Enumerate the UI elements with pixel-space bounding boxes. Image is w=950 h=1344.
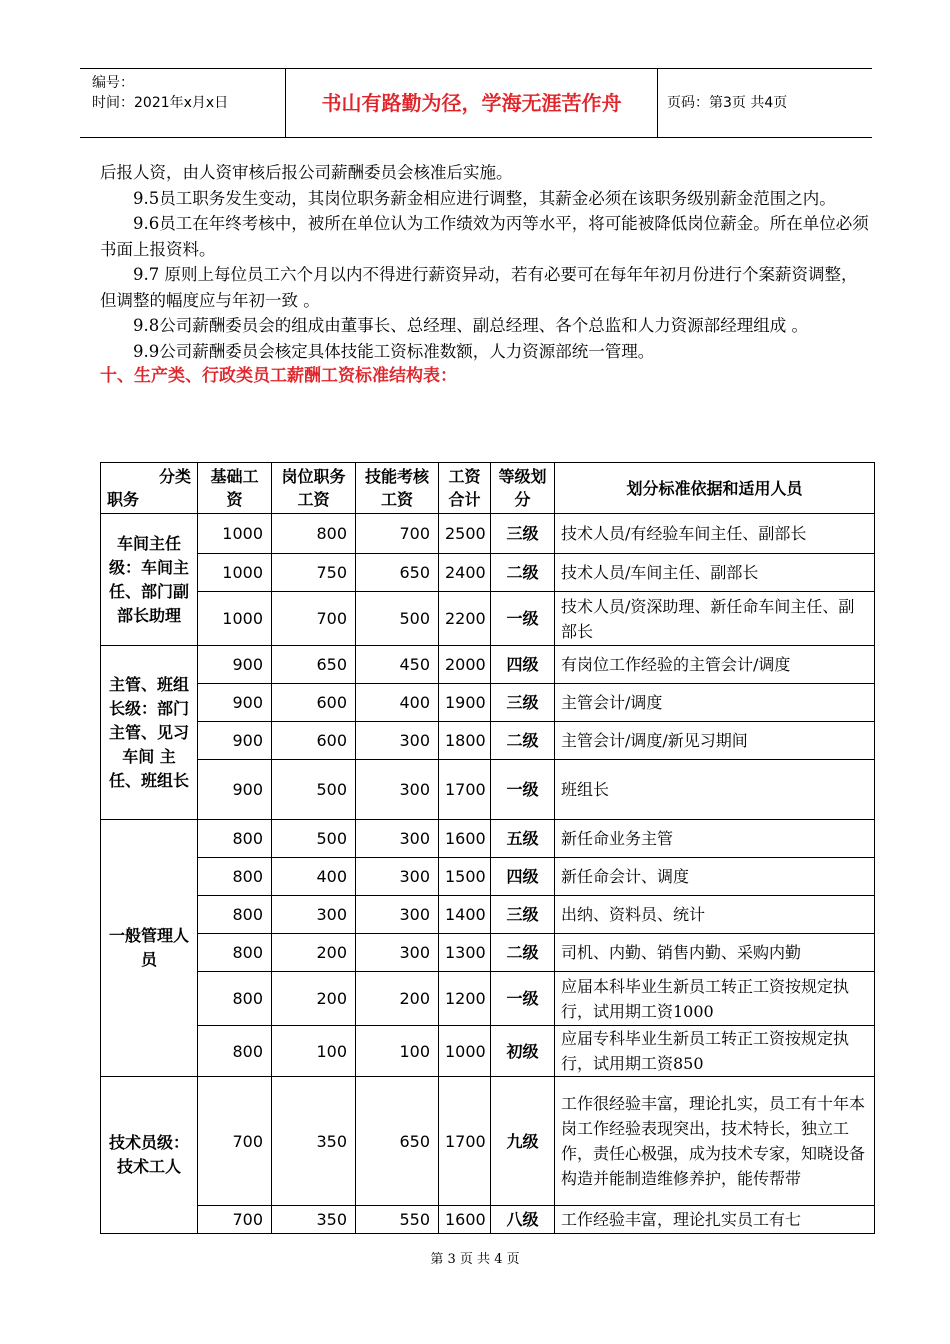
cell-skill: 300 [356,722,439,760]
header-level: 等级划分 [491,463,555,514]
cell-desc: 技术人员/资深助理、新任命车间主任、副部长 [555,592,875,646]
cell-skill: 650 [356,1077,439,1206]
cell-post: 600 [272,684,356,722]
body-text [100,160,870,390]
header-meta [80,69,285,137]
cell-skill: 300 [356,896,439,934]
cell-base: 800 [198,972,272,1026]
table-row [101,934,875,972]
cell-level: 三级 [491,896,555,934]
cell-skill: 200 [356,972,439,1026]
cell-post: 200 [272,934,356,972]
table-row [101,1206,875,1234]
cell-post: 350 [272,1206,356,1234]
cell-level: 三级 [491,514,555,554]
cell-base: 900 [198,760,272,820]
cell-skill: 300 [356,760,439,820]
cell-total: 2200 [439,592,491,646]
cell-skill: 550 [356,1206,439,1234]
cell-post: 500 [272,760,356,820]
cell-base: 800 [198,858,272,896]
cell-total: 1300 [439,934,491,972]
cell-total: 1200 [439,972,491,1026]
cell-level: 二级 [491,554,555,592]
cell-total: 2500 [439,514,491,554]
cell-post: 200 [272,972,356,1026]
cell-desc: 工作经验丰富，理论扎实员工有七 [555,1206,875,1234]
cell-base: 900 [198,684,272,722]
cell-post: 600 [272,722,356,760]
cell-level: 初级 [491,1026,555,1077]
cell-desc: 应届专科毕业生新员工转正工资按规定执行，试用期工资850 [555,1026,875,1077]
header-category: 分类 职务 [101,463,198,514]
header-total: 工资合计 [439,463,491,514]
group-name: 技术员级：技术工人 [101,1077,198,1234]
cell-desc: 工作很经验丰富，理论扎实，员工有十年本岗工作经验表现突出，技术特长，独立工作，责任心极强，成为技术专家，知晓设备构造并能制造维修养护，能传帮带 [555,1077,875,1206]
cell-total: 1600 [439,820,491,858]
cell-skill: 650 [356,554,439,592]
cell-total: 1400 [439,896,491,934]
cell-total: 1900 [439,684,491,722]
cell-skill: 500 [356,592,439,646]
cell-base: 800 [198,934,272,972]
cell-total: 1700 [439,1077,491,1206]
header-time: 时间：2021年x月x日 [92,95,229,111]
cell-desc: 技术人员/有经验车间主任、副部长 [555,514,875,554]
header-post: 岗位职务工资 [272,463,356,514]
paragraph: 9.7 原则上每位员工六个月以内不得进行薪资异动，若有必要可在每年年初月份进行个案薪资调整，但调整的幅度应与年初一致 。 [100,265,858,310]
paragraph: 后报人资，由人资审核后报公司薪酬委员会核准后实施。 [100,163,513,182]
cell-base: 800 [198,896,272,934]
cell-base: 800 [198,1026,272,1077]
cell-desc: 技术人员/车间主任、副部长 [555,554,875,592]
cell-total: 2400 [439,554,491,592]
cell-post: 750 [272,554,356,592]
cell-level: 八级 [491,1206,555,1234]
paragraph: 9.5员工职务发生变动，其岗位职务薪金相应进行调整，其薪金必须在该职务级别薪金范围之内。 [133,188,836,208]
cell-desc: 出纳、资料员、统计 [555,896,875,934]
cell-base: 900 [198,646,272,684]
cell-base: 900 [198,722,272,760]
cell-skill: 300 [356,934,439,972]
cell-level: 一级 [491,972,555,1026]
wage-table [100,462,875,1234]
table-row [101,646,875,684]
header-motto: 书山有路勤为径，学海无涯苦作舟 [285,69,658,137]
header-skill: 技能考核工资 [356,463,439,514]
cell-desc: 新任命业务主管 [555,820,875,858]
table-header-row [101,463,875,514]
table-row [101,820,875,858]
cell-level: 九级 [491,1077,555,1206]
table-row [101,592,875,646]
cell-skill: 300 [356,820,439,858]
cell-level: 一级 [491,760,555,820]
cell-skill: 700 [356,514,439,554]
cell-total: 2000 [439,646,491,684]
header-base: 基础工资 [198,463,272,514]
cell-total: 1600 [439,1206,491,1234]
page-footer: 第 3 页 共 4 页 [430,1252,520,1267]
page-header [80,68,872,138]
table-row [101,514,875,554]
cell-desc: 司机、内勤、销售内勤、采购内勤 [555,934,875,972]
table-row [101,1026,875,1077]
table-row [101,972,875,1026]
cell-post: 650 [272,646,356,684]
cell-post: 500 [272,820,356,858]
cell-post: 350 [272,1077,356,1206]
cell-post: 400 [272,858,356,896]
paragraph: 9.6员工在年终考核中，被所在单位认为工作绩效为丙等水平，将可能被降低岗位薪金。所在单位必须书面上报资料。 [100,214,869,259]
cell-level: 二级 [491,722,555,760]
paragraph: 9.8公司薪酬委员会的组成由董事长、总经理、副总经理、各个总监和人力资源部经理组成 。 [133,316,808,335]
table-row [101,684,875,722]
header-desc: 划分标准依据和适用人员 [555,463,875,514]
cell-desc: 主管会计/调度 [555,684,875,722]
table-row [101,1077,875,1206]
table-row [101,760,875,820]
cell-base: 1000 [198,592,272,646]
section-title: 十、生产类、行政类员工薪酬工资标准结构表： [100,366,457,386]
cell-base: 1000 [198,554,272,592]
cell-level: 一级 [491,592,555,646]
table-row [101,858,875,896]
cell-base: 800 [198,820,272,858]
cell-post: 100 [272,1026,356,1077]
cell-level: 四级 [491,646,555,684]
cell-desc: 应届本科毕业生新员工转正工资按规定执行，试用期工资1000 [555,972,875,1026]
header-page: 页码：第3页 共4页 [667,95,788,111]
cell-level: 二级 [491,934,555,972]
cell-skill: 100 [356,1026,439,1077]
group-name: 一般管理人员 [101,820,198,1077]
cell-level: 五级 [491,820,555,858]
cell-skill: 400 [356,684,439,722]
cell-level: 三级 [491,684,555,722]
cell-skill: 300 [356,858,439,896]
cell-level: 四级 [491,858,555,896]
header-number: 编号： [92,75,134,91]
cell-desc: 主管会计/调度/新见习期间 [555,722,875,760]
cell-desc: 新任命会计、调度 [555,858,875,896]
cell-base: 700 [198,1206,272,1234]
cell-desc: 有岗位工作经验的主管会计/调度 [555,646,875,684]
table-row [101,554,875,592]
cell-base: 1000 [198,514,272,554]
paragraph: 9.9公司薪酬委员会核定具体技能工资标准数额，人力资源部统一管理。 [133,341,655,361]
cell-total: 1700 [439,760,491,820]
cell-skill: 450 [356,646,439,684]
cell-post: 700 [272,592,356,646]
cell-total: 1500 [439,858,491,896]
cell-desc: 班组长 [555,760,875,820]
table-row [101,722,875,760]
cell-post: 800 [272,514,356,554]
cell-base: 700 [198,1077,272,1206]
cell-total: 1000 [439,1026,491,1077]
cell-post: 300 [272,896,356,934]
cell-total: 1800 [439,722,491,760]
group-name: 车间主任级：车间主任、部门副部长助理 [101,514,198,646]
group-name: 主管、班组长级：部门主管、见习车间 主任、班组长 [101,646,198,820]
table-row [101,896,875,934]
